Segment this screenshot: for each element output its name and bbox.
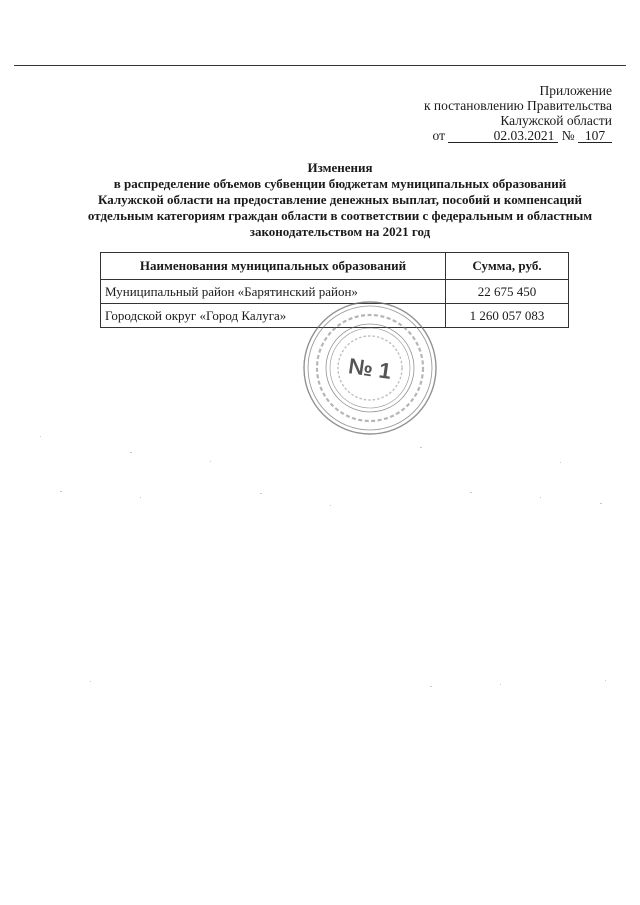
- title-line-1: в распределение объемов субвенции бюджетам муниципальных образований: [113, 176, 567, 191]
- title-line-3: отдельным категориям граждан области в соответствии с федеральным и областным: [87, 208, 593, 223]
- appendix-region: Калужской области: [500, 113, 612, 128]
- stamp-number: № 1: [346, 353, 393, 384]
- title-line-4: законодательством на 2021 год: [249, 224, 431, 239]
- header-sum: Сумма, руб.: [446, 253, 569, 280]
- appendix-title: Приложение: [539, 83, 612, 98]
- row-municipality-name: Городской округ «Город Калуга»: [101, 304, 446, 328]
- row-sum: 1 260 057 083: [446, 304, 569, 328]
- title-line-2: Калужской области на предоставление денежных выплат, пособий и компенсаций: [98, 192, 582, 207]
- document-date: 02.03.2021: [448, 129, 558, 143]
- title-heading: Изменения: [307, 160, 373, 175]
- date-prefix: от: [432, 128, 445, 143]
- row-municipality-name: Муниципальный район «Барятинский район»: [101, 280, 446, 304]
- header-municipality: Наименования муниципальных образований: [101, 253, 446, 280]
- document-number: 107: [578, 129, 612, 143]
- number-prefix: №: [561, 128, 575, 143]
- appendix-resolution: к постановлению Правительства: [423, 98, 612, 113]
- row-sum: 22 675 450: [446, 280, 569, 304]
